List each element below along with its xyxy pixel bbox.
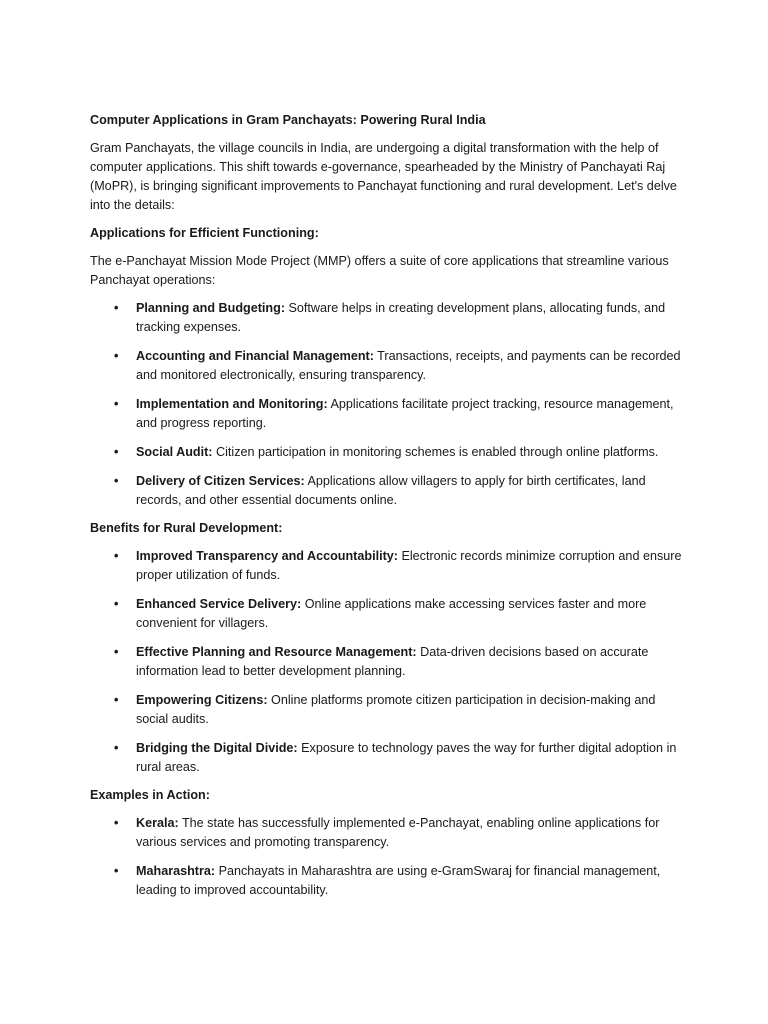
list-item xyxy=(90,739,690,777)
section-heading-examples: Examples in Action: xyxy=(90,788,210,802)
item-text: Online platforms promote citizen participation in decision-making and social audits. xyxy=(136,693,656,726)
document-page xyxy=(90,111,690,909)
section-paragraph-applications: The e-Panchayat Mission Mode Project (MMP) offers a suite of core applications that streamline various Panchayat operations: xyxy=(90,254,669,287)
item-text: Electronic records minimize corruption and ensure proper utilization of funds. xyxy=(136,549,682,582)
list-item xyxy=(90,547,690,585)
list-item xyxy=(90,691,690,729)
item-text: Applications allow villagers to apply for birth certificates, land records, and other essential documents online. xyxy=(136,474,646,507)
item-term: Planning and Budgeting: xyxy=(136,301,286,315)
item-text: Citizen participation in monitoring schemes is enabled through online platforms. xyxy=(212,445,659,459)
list-item xyxy=(90,643,690,681)
item-term: Bridging the Digital Divide: xyxy=(136,741,298,755)
bullet-icon: • xyxy=(114,693,119,707)
bullet-icon: • xyxy=(114,645,119,659)
item-term: Enhanced Service Delivery: xyxy=(136,597,302,611)
item-term: Effective Planning and Resource Management: xyxy=(136,645,417,659)
list-item xyxy=(90,814,690,852)
examples-list xyxy=(90,814,690,900)
item-text: Panchayats in Maharashtra are using e-GramSwaraj for financial management, leading to improved accountability. xyxy=(136,864,661,897)
bullet-icon: • xyxy=(114,349,119,363)
section-heading-applications: Applications for Efficient Functioning: xyxy=(90,226,319,240)
item-text: Transactions, receipts, and payments can be recorded and monitored electronically, ensuring transparency. xyxy=(136,349,681,382)
item-term: Delivery of Citizen Services: xyxy=(136,474,305,488)
list-item xyxy=(90,862,690,900)
bullet-icon: • xyxy=(114,397,119,411)
list-item xyxy=(90,299,690,337)
item-text: Data-driven decisions based on accurate information lead to better development planning. xyxy=(136,645,649,678)
section-heading-benefits xyxy=(90,519,690,538)
list-item xyxy=(90,395,690,433)
section-heading-benefits-text: Benefits for Rural Development: xyxy=(90,521,283,535)
bullet-icon: • xyxy=(114,864,119,878)
list-item xyxy=(90,443,690,462)
intro-paragraph: Gram Panchayats, the village councils in India, are undergoing a digital transformation with the help of computer applications. This shift towards e-governance, spearheaded by the Ministry of Panchayati Raj (MoPR), is bringing significant improvements to Panchayat functioning and rural development. Let's delve into the details: xyxy=(90,141,677,212)
benefits-list xyxy=(90,547,690,777)
item-text: Exposure to technology paves the way for further digital adoption in rural areas. xyxy=(136,741,677,774)
bullet-icon: • xyxy=(114,474,119,488)
item-term: Accounting and Financial Management: xyxy=(136,349,374,363)
item-term: Kerala: xyxy=(136,816,179,830)
item-term: Maharashtra: xyxy=(136,864,216,878)
applications-list xyxy=(90,299,690,510)
bullet-icon: • xyxy=(114,445,119,459)
item-text: Applications facilitate project tracking, resource management, and progress reporting. xyxy=(136,397,674,430)
bullet-icon: • xyxy=(114,597,119,611)
item-text: Online applications make accessing services faster and more convenient for villagers. xyxy=(136,597,647,630)
item-term: Improved Transparency and Accountability: xyxy=(136,549,398,563)
list-item xyxy=(90,347,690,385)
item-term: Implementation and Monitoring: xyxy=(136,397,328,411)
item-text: The state has successfully implemented e-Panchayat, enabling online applications for various services and promoting transparency. xyxy=(136,816,660,849)
bullet-icon: • xyxy=(114,549,119,563)
item-text: Software helps in creating development plans, allocating funds, and tracking expenses. xyxy=(136,301,666,334)
bullet-icon: • xyxy=(114,301,119,315)
list-item xyxy=(90,472,690,510)
item-term: Social Audit: xyxy=(136,445,213,459)
list-item xyxy=(90,595,690,633)
bullet-icon: • xyxy=(114,816,119,830)
document-title: Computer Applications in Gram Panchayats: Powering Rural India xyxy=(90,113,486,127)
bullet-icon: • xyxy=(114,741,119,755)
item-term: Empowering Citizens: xyxy=(136,693,268,707)
